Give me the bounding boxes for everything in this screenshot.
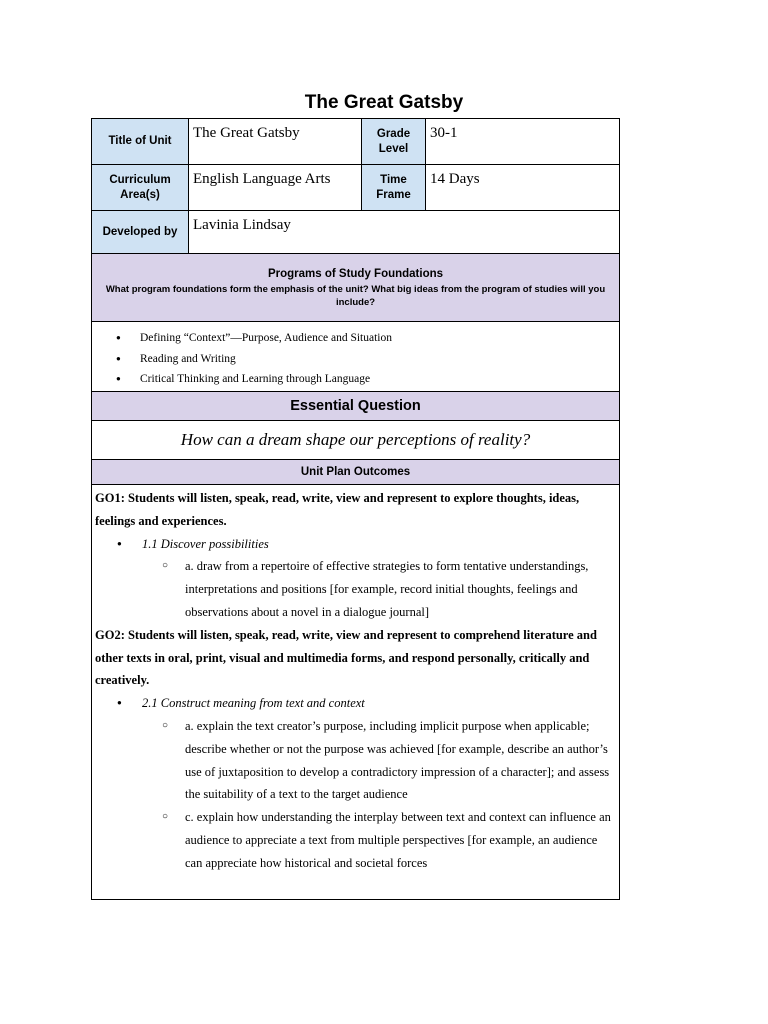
developed-by-value: Lavinia Lindsay — [189, 211, 620, 254]
developed-by-label: Developed by — [92, 211, 189, 254]
title-of-unit-value: The Great Gatsby — [189, 119, 362, 165]
curriculum-area-value: English Language Arts — [189, 165, 362, 211]
list-item: ● Reading and Writing — [140, 349, 619, 370]
time-frame-label: Time Frame — [362, 165, 426, 211]
list-item: ● Defining “Context”—Purpose, Audience and Situation — [140, 328, 619, 349]
grade-level-value: 30-1 — [426, 119, 620, 165]
outcomes-body — [91, 484, 620, 900]
title-of-unit-label: Title of Unit — [92, 119, 189, 165]
time-frame-value: 14 Days — [426, 165, 620, 211]
curriculum-area-label: Curriculum Area(s) — [92, 165, 189, 211]
list-item: ● Critical Thinking and Learning through Language — [140, 369, 619, 390]
grade-level-label: Grade Level — [362, 119, 426, 165]
program-of-study-subheading: What program foundations form the emphasis of the unit? What big ideas from the program of studies will you include? — [105, 284, 606, 308]
outcomes-heading: Unit Plan Outcomes — [91, 459, 620, 485]
outcome-2-1-c: ○ c. explain how understanding the interplay between text and context can influence an audience to appreciate a text from multiple perspectives [for example, an audience can appreciate how historical and societal forces — [95, 806, 615, 874]
unit-info-table — [91, 118, 620, 254]
program-of-study-list — [91, 321, 620, 392]
outcome-1-1-a: ○ a. draw from a repertoire of effective strategies to form tentative understandings, interpretations and positions [for example, record initial thoughts, feelings and observations about a novel in a dialogue journal] — [95, 555, 615, 623]
general-outcome-1: GO1: Students will listen, speak, read, write, view and represent to explore thoughts, ideas, feelings and experiences. — [95, 491, 580, 528]
program-of-study-header — [91, 253, 620, 322]
page-title: The Great Gatsby — [304, 92, 464, 113]
outcome-2-1-a: ○ a. explain the text creator’s purpose, including implicit purpose when applicable; describe whether or not the purpose was achieved [for example, describe an author’s use of juxtaposition to develop a contradictory impression of a character]; and assess the suitability of a text to the target audience — [95, 715, 615, 806]
essential-question-text: How can a dream shape our perceptions of reality? — [91, 420, 620, 460]
essential-question-heading: Essential Question — [91, 391, 620, 421]
specific-outcome-2-1: ● 2.1 Construct meaning from text and context — [95, 692, 615, 715]
program-of-study-heading: Programs of Study Foundations — [267, 268, 444, 280]
specific-outcome-1-1: ● 1.1 Discover possibilities — [95, 533, 615, 556]
general-outcome-2: GO2: Students will listen, speak, read, write, view and represent to comprehend literature and other texts in oral, print, visual and multimedia forms, and respond personally, critically and creatively. — [95, 627, 597, 688]
